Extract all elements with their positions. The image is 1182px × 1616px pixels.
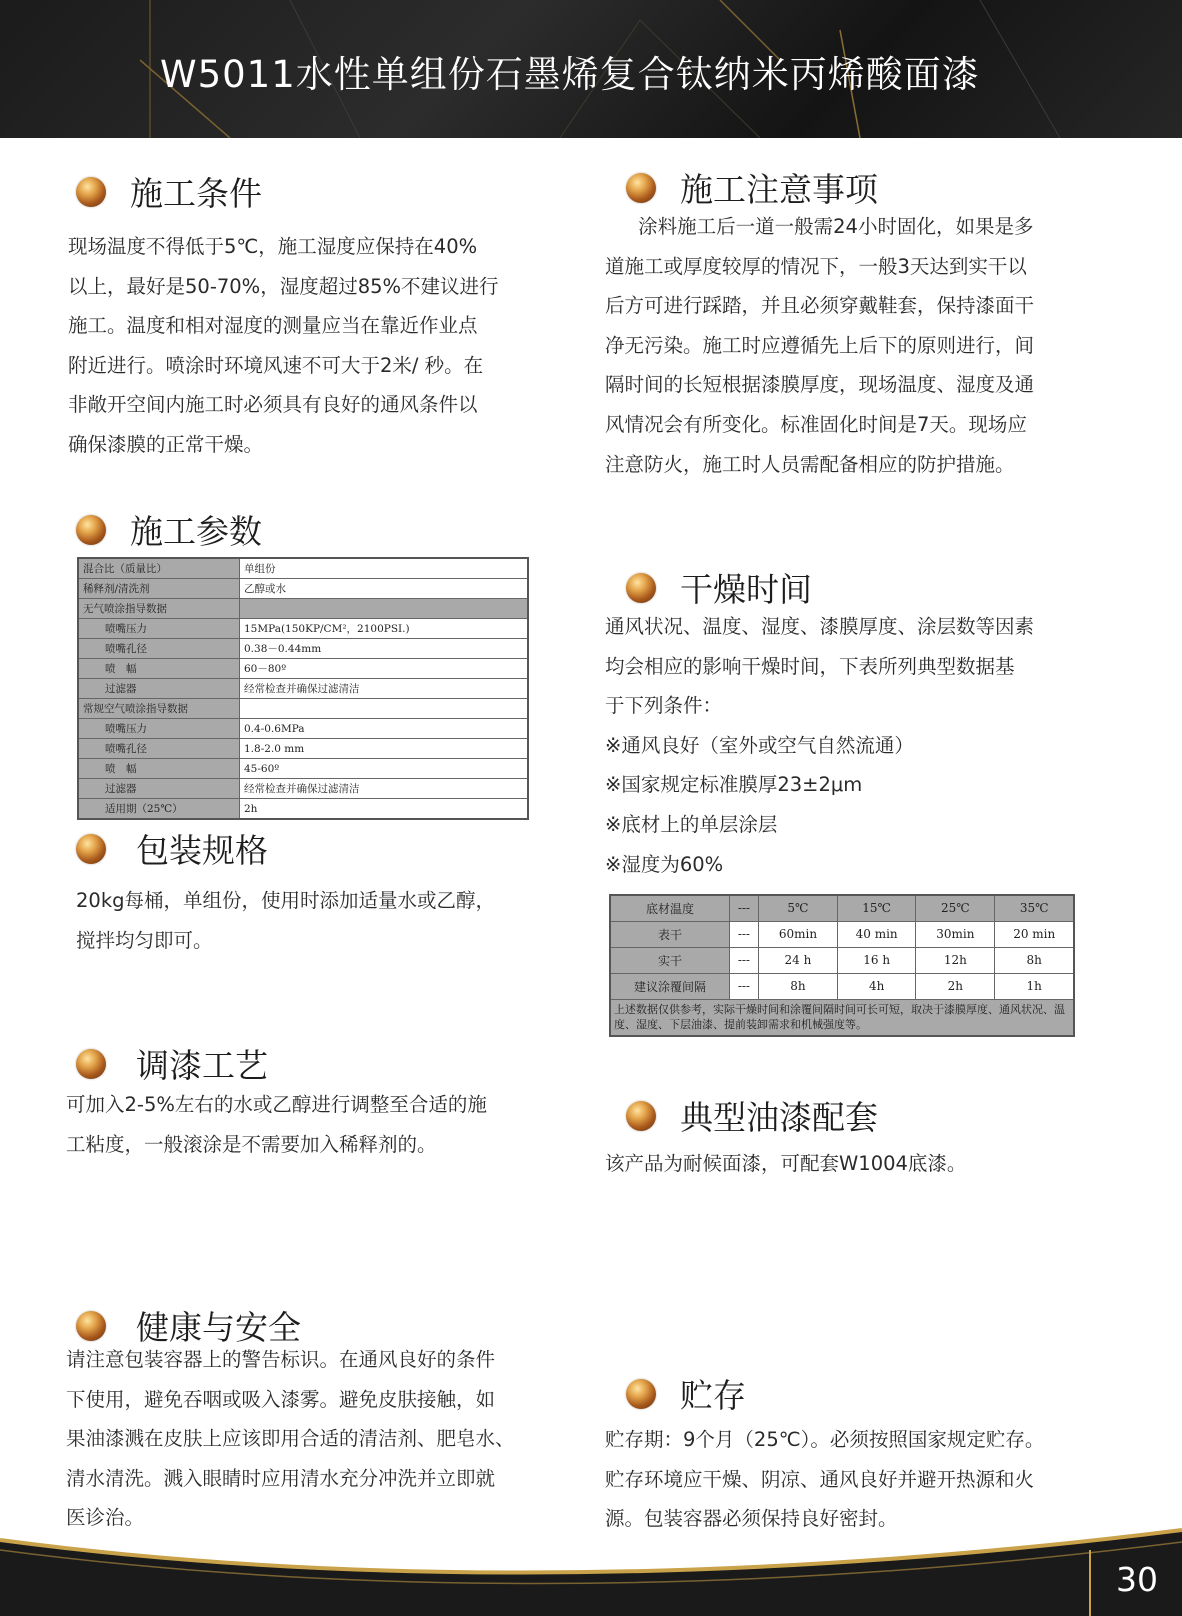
- table-row: [78, 759, 528, 779]
- param-key: 喷 幅: [78, 659, 240, 679]
- section-title: 贮存: [680, 1376, 746, 1415]
- param-value: [240, 599, 529, 619]
- packaging-text: [76, 881, 556, 960]
- table-row: [78, 699, 528, 719]
- text-line: 均会相应的影响干燥时间，下表所列典型数据基: [605, 654, 1015, 678]
- text-line: 隔时间的长短根据漆膜厚度，现场温度、湿度及通: [605, 373, 1035, 397]
- section-heading-packaging: [76, 825, 268, 872]
- param-key: 过滤器: [78, 779, 240, 799]
- column-header: 35℃: [995, 895, 1074, 921]
- table-cell: 16 h: [838, 947, 916, 973]
- param-group-label: 常规空气喷涂指导数据: [78, 699, 240, 719]
- table-row: [610, 921, 1074, 947]
- param-key: 喷嘴孔径: [78, 639, 240, 659]
- text-line: 工粘度，一般滚涂是不需要加入稀释剂的。: [66, 1132, 437, 1156]
- table-row: [78, 779, 528, 799]
- section-heading-mixing: [76, 1040, 268, 1087]
- table-cell: 12h: [916, 947, 995, 973]
- column-header: 底材温度: [610, 895, 730, 921]
- table-row: [78, 719, 528, 739]
- text-line: ※湿度为60%: [605, 852, 724, 876]
- table-cell: ---: [730, 947, 759, 973]
- table-row: [78, 679, 528, 699]
- table-row: [78, 739, 528, 759]
- table-row-group: [78, 599, 528, 619]
- table-cell: 2h: [916, 973, 995, 999]
- page-number: 30: [1116, 1560, 1158, 1599]
- param-value: 乙醇或水: [240, 579, 529, 599]
- text-line: 附近进行。喷涂时环境风速不可大于2米/ 秒。在: [68, 353, 484, 377]
- param-value: [240, 699, 529, 719]
- text-line: 请注意包装容器上的警告标识。在通风良好的条件: [66, 1348, 496, 1371]
- param-key: 过滤器: [78, 679, 240, 699]
- table-row: [610, 973, 1074, 999]
- param-key: 喷嘴压力: [78, 719, 240, 739]
- param-value: 2h: [240, 799, 529, 820]
- row-label: 实干: [610, 947, 730, 973]
- param-value: 1.8-2.0 mm: [240, 739, 529, 759]
- notes-text: [605, 207, 1105, 484]
- text-line: 风情况会有所变化。标准固化时间是7天。现场应: [605, 412, 1027, 436]
- bullet-sphere-icon: [626, 573, 656, 603]
- text-line: 以上，最好是50-70%，湿度超过85%不建议进行: [68, 274, 499, 298]
- param-key: 适用期（25℃）: [78, 799, 240, 820]
- text-line: 于下列条件：: [605, 694, 723, 718]
- param-value: 0.38－0.44mm: [240, 639, 529, 659]
- param-value: 45-60º: [240, 759, 529, 779]
- text-line: 下使用，避免吞咽或吸入漆雾。避免皮肤接触，如: [66, 1387, 496, 1411]
- table-header-row: [610, 895, 1074, 921]
- table-row: [78, 558, 528, 579]
- text-line: 医诊治。: [66, 1506, 145, 1530]
- table-cell: ---: [730, 973, 759, 999]
- table-row: [78, 639, 528, 659]
- system-text: [605, 1144, 1105, 1184]
- section-heading-params: [76, 506, 262, 553]
- bullet-sphere-icon: [626, 173, 656, 203]
- table-note: 上述数据仅供参考，实际干燥时间和涂覆间隔时间可长可短，取决于漆膜厚度、通风状况、温度、湿度、下层油漆、提前装卸需求和机械强度等。: [610, 999, 1074, 1036]
- text-line: 道施工或厚度较厚的情况下，一般3天达到实干以: [605, 254, 1027, 278]
- table-cell: 40 min: [838, 921, 916, 947]
- param-key: 喷嘴压力: [78, 619, 240, 639]
- bullet-sphere-icon: [76, 1049, 106, 1079]
- table-cell: 60min: [758, 921, 837, 947]
- table-cell: 1h: [995, 973, 1074, 999]
- param-value: 0.4-0.6MPa: [240, 719, 529, 739]
- column-header: ---: [730, 895, 759, 921]
- table-cell: 8h: [995, 947, 1074, 973]
- conditions-text: [68, 227, 558, 465]
- text-line: 非敞开空间内施工时必须具有良好的通风条件以: [68, 393, 478, 417]
- text-line: 注意防火，施工时人员需配备相应的防护措施。: [605, 452, 1015, 476]
- table-row: [78, 659, 528, 679]
- column-header: 15℃: [838, 895, 916, 921]
- table-cell: ---: [730, 921, 759, 947]
- section-title: 典型油漆配套: [680, 1098, 878, 1137]
- section-heading-system: [626, 1092, 878, 1139]
- text-line: 施工。温度和相对湿度的测量应当在靠近作业点: [68, 314, 478, 338]
- text-line: 贮存环境应干燥、阴凉、通风良好并避开热源和火: [605, 1467, 1035, 1491]
- section-heading-drying: [626, 564, 812, 611]
- param-value: 60－80º: [240, 659, 529, 679]
- mixing-text: [66, 1085, 556, 1164]
- text-line: 源。包装容器必须保持良好密封。: [605, 1507, 898, 1531]
- column-header: 25℃: [916, 895, 995, 921]
- bullet-sphere-icon: [626, 1379, 656, 1409]
- bullet-sphere-icon: [76, 1311, 106, 1341]
- param-value: 经常检查并确保过滤清洁: [240, 779, 529, 799]
- bullet-sphere-icon: [626, 1101, 656, 1131]
- param-value: 15MPa(150KP/CM²，2100PSI.): [240, 619, 529, 639]
- section-title: 包装规格: [136, 831, 268, 870]
- text-line: ※国家规定标准膜厚23±2μm: [605, 773, 863, 797]
- bullet-sphere-icon: [76, 834, 106, 864]
- text-line: 现场温度不得低于5℃，施工湿度应保持在40%: [68, 235, 478, 258]
- text-line: 20kg每桶，单组份，使用时添加适量水或乙醇，: [76, 889, 495, 912]
- text-line: 通风状况、温度、湿度、漆膜厚度、涂层数等因素: [605, 615, 1035, 638]
- section-heading-conditions: [76, 168, 262, 215]
- drying-time-table: [609, 894, 1075, 1037]
- param-key: 喷 幅: [78, 759, 240, 779]
- text-line: 搅拌均匀即可。: [76, 928, 213, 952]
- section-title: 健康与安全: [136, 1308, 301, 1347]
- text-line: 涂料施工后一道一般需24小时固化，如果是多: [638, 215, 1034, 238]
- page-title: W5011水性单组份石墨烯复合钛纳米丙烯酸面漆: [160, 53, 980, 96]
- text-line: ※通风良好（室外或空气自然流通）: [605, 733, 914, 757]
- param-key: 稀释剂/清洗剂: [78, 579, 240, 599]
- param-key: 喷嘴孔径: [78, 739, 240, 759]
- section-title: 施工条件: [130, 174, 262, 213]
- text-line: ※底材上的单层涂层: [605, 812, 778, 836]
- text-line: 净无污染。施工时应遵循先上后下的原则进行，间: [605, 333, 1035, 357]
- bullet-sphere-icon: [76, 177, 106, 207]
- section-title: 干燥时间: [680, 570, 812, 609]
- text-line: 该产品为耐候面漆，可配套W1004底漆。: [605, 1152, 967, 1175]
- table-row: [78, 579, 528, 599]
- param-value: 单组份: [240, 558, 529, 579]
- text-line: 确保漆膜的正常干燥。: [68, 432, 264, 456]
- table-note-row: [610, 999, 1074, 1036]
- table-cell: 8h: [758, 973, 837, 999]
- text-line: 贮存期：9个月（25℃）。必须按照国家规定贮存。: [605, 1428, 1045, 1451]
- row-label: 建议涂覆间隔: [610, 973, 730, 999]
- drying-text: [605, 607, 1105, 884]
- table-row: [78, 619, 528, 639]
- row-label: 表干: [610, 921, 730, 947]
- param-group-label: 无气喷涂指导数据: [78, 599, 240, 619]
- health-text: [66, 1340, 566, 1538]
- table-cell: 4h: [838, 973, 916, 999]
- section-heading-storage: [626, 1370, 746, 1417]
- param-key: 混合比（质量比）: [78, 558, 240, 579]
- params-table: [77, 557, 529, 820]
- table-row: [78, 799, 528, 820]
- page-header: [0, 0, 1182, 138]
- param-value: 经常检查并确保过滤清洁: [240, 679, 529, 699]
- section-title: 施工参数: [130, 512, 262, 551]
- section-title: 调漆工艺: [136, 1046, 268, 1085]
- bullet-sphere-icon: [76, 515, 106, 545]
- table-cell: 30min: [916, 921, 995, 947]
- column-header: 5℃: [758, 895, 837, 921]
- table-row: [610, 947, 1074, 973]
- table-cell: 20 min: [995, 921, 1074, 947]
- footer-wave: [0, 1520, 1182, 1616]
- text-line: 后方可进行踩踏，并且必须穿戴鞋套，保持漆面干: [605, 294, 1035, 318]
- text-line: 清水清洗。溅入眼睛时应用清水充分冲洗并立即就: [66, 1466, 496, 1490]
- section-heading-notes: [626, 164, 878, 211]
- text-line: 可加入2-5%左右的水或乙醇进行调整至合适的施: [66, 1093, 487, 1116]
- table-cell: 24 h: [758, 947, 837, 973]
- text-line: 果油漆溅在皮肤上应该即用合适的清洁剂、肥皂水、: [66, 1427, 515, 1451]
- section-title: 施工注意事项: [680, 170, 878, 209]
